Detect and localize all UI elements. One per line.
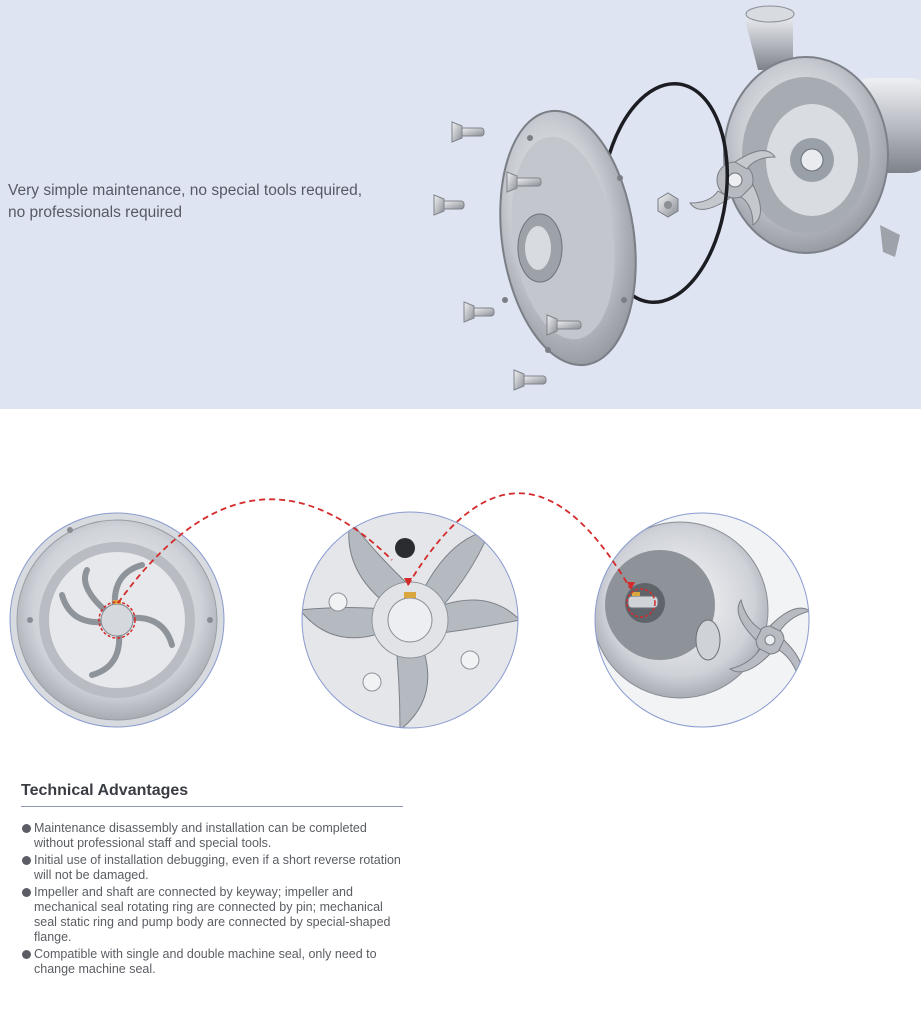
- list-item: [21, 885, 403, 945]
- detail-views-section: [0, 409, 921, 739]
- technical-advantages: [21, 780, 403, 979]
- bullet-icon: [22, 888, 31, 897]
- detail-shaft-impeller: [590, 510, 820, 739]
- hero-section: [0, 0, 921, 409]
- list-item: [21, 853, 403, 883]
- list-item: [21, 821, 403, 851]
- bullet-icon: [22, 950, 31, 959]
- list-item-text: Initial use of installation debugging, even if a short reverse rotation will not be damaged.: [34, 853, 401, 882]
- advantages-list: [21, 821, 403, 977]
- detail-views-illustration: [0, 409, 921, 739]
- detail-impeller-housing: [0, 510, 240, 739]
- bullet-icon: [22, 856, 31, 865]
- list-item-text: Maintenance disassembly and installation can be completed without professional staff and special tools.: [34, 821, 367, 850]
- list-item-text: Impeller and shaft are connected by keyway; impeller and mechanical seal rotating ring are connected by pin; mechanical seal static ring and pump body are connected by special-shaped flange.: [34, 885, 391, 944]
- list-item: [21, 947, 403, 977]
- title-divider: [21, 806, 403, 807]
- detail-impeller-closeup: [300, 510, 520, 730]
- bullet-icon: [22, 824, 31, 833]
- hero-caption: Very simple maintenance, no special tools required, no professionals required: [8, 182, 363, 221]
- technical-advantages-title: Technical Advantages: [21, 782, 189, 799]
- list-item-text: Compatible with single and double machine seal, only need to change machine seal.: [34, 947, 377, 976]
